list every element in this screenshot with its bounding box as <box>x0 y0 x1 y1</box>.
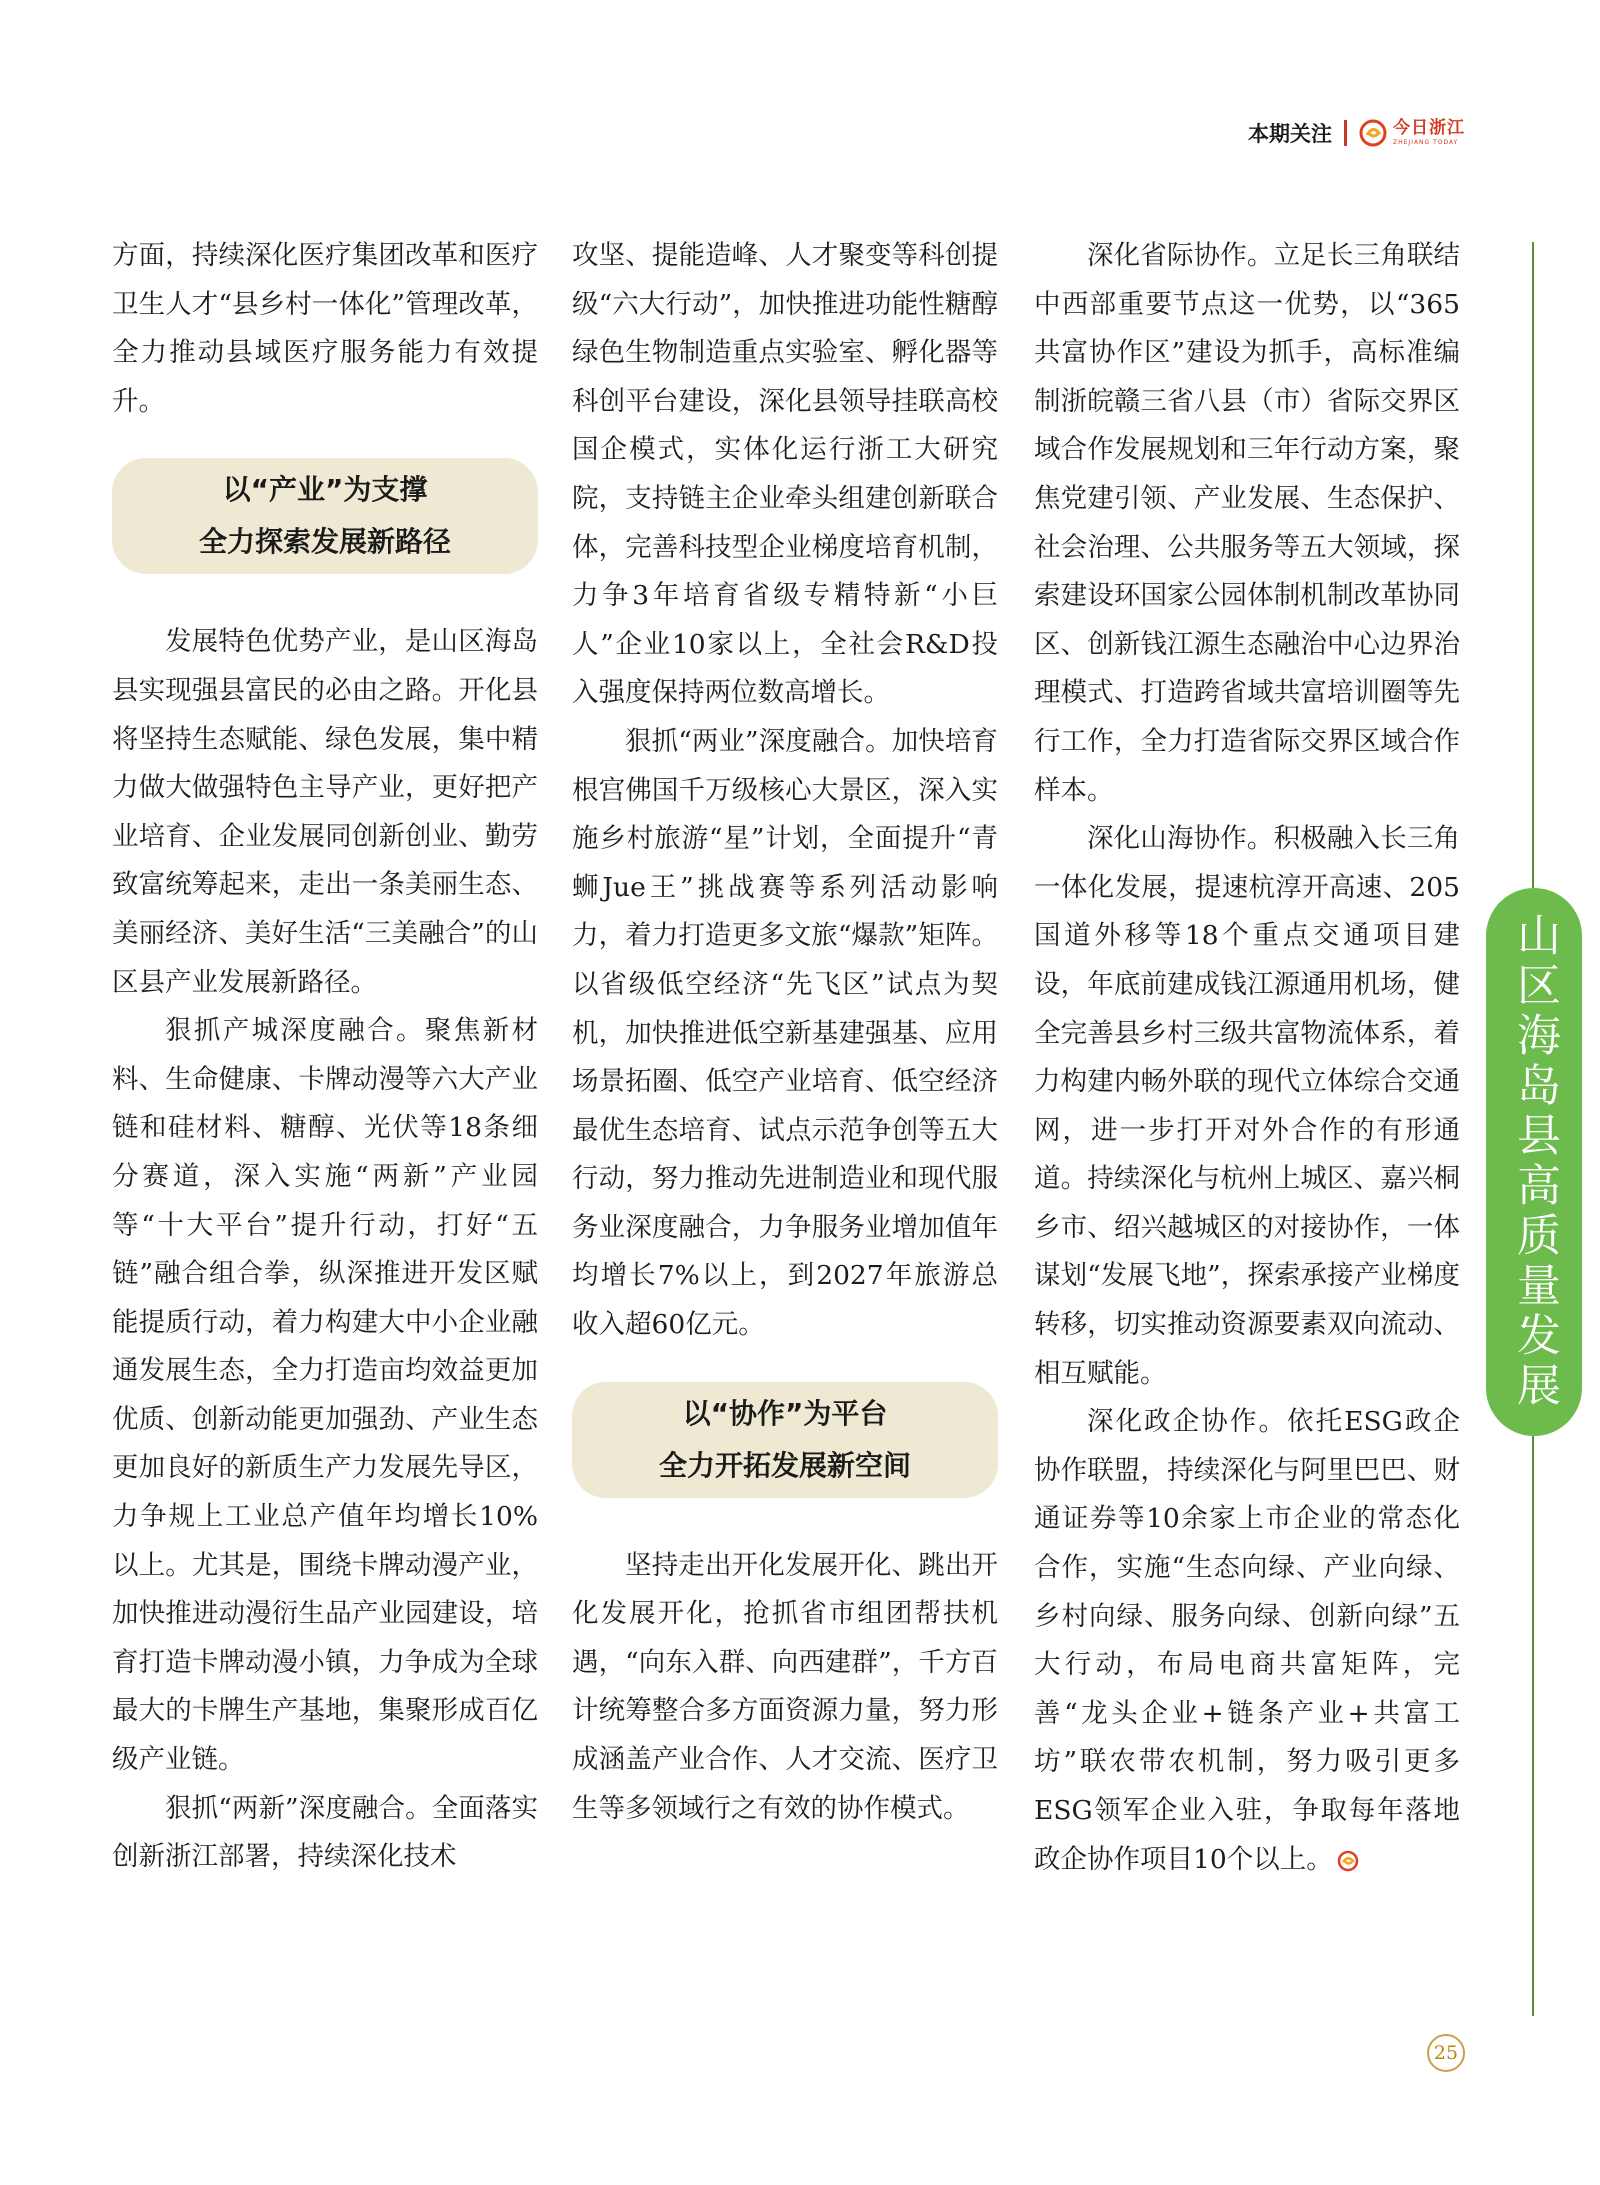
heading-line-1: 以“产业”为支撑 <box>222 473 428 507</box>
column-1 <box>112 232 538 1882</box>
paragraph: 发展特色优势产业，是山区海岛县实现强县富民的必由之路。开化县将坚持生态赋能、绿色发展，集中精力做大做强特色主导产业，更好把产业培育、企业发展同创新创业、勤劳致富统筹起来，走出一条美丽生态、美丽经济、美好生活“三美融合”的山区县产业发展新路径。 <box>112 626 538 998</box>
page-number: 25 <box>1427 2034 1465 2072</box>
column2-intro: 攻坚、提能造峰、人才聚变等科创提级“六大行动”，加快推进功能性糖醇绿色生物制造重点实验室、孵化器等科创平台建设，深化县领导挂联高校国企模式，实体化运行浙工大研究院，支持链主企业牵头组建创新联合体，完善科技型企业梯度培育机制，力争3年培育省级专精特新“小巨人”企业10家以上，全社会R&D投入强度保持两位数高增长。 <box>572 240 998 709</box>
paragraph <box>1034 1398 1460 1884</box>
section-heading-industry <box>112 458 538 574</box>
end-mark-icon <box>1337 1850 1359 1872</box>
paragraph: 狠抓“两业”深度融合。加快培育根宫佛国千万级核心大景区，深入实施乡村旅游“星”计划，全面提升“青蛳Jue王”挑战赛等系列活动影响力，着力打造更多文旅“爆款”矩阵。以省级低空经济“先飞区”试点为契机，加快推进低空新基建强基、应用场景拓圈、低空产业培育、低空经济最优生态培育、试点示范争创等五大行动，努力推动先进制造业和现代服务业深度融合，力争服务业增加值年均增长7%以上，到2027年旅游总收入超60亿元。 <box>572 725 998 1341</box>
section-label: 本期关注 <box>1248 122 1332 146</box>
page-header <box>1248 118 1465 148</box>
logo-chinese: 今日浙江 <box>1393 118 1465 138</box>
column1-intro: 方面，持续深化医疗集团改革和医疗卫生人才“县乡村一体化”管理改革，全力推动县域医疗服务能力有效提升。 <box>112 240 538 417</box>
magazine-logo <box>1359 119 1465 147</box>
logo-english: ZHEJIANG TODAY <box>1393 139 1459 146</box>
paragraph: 狠抓产城深度融合。聚焦新材料、生命健康、卡牌动漫等六大产业链和硅材料、糖醇、光伏等18条细分赛道，深入实施“两新”产业园等“十大平台”提升行动，打好“五链”融合组合拳，纵深推进开发区赋能提质行动，着力构建大中小企业融通发展生态，全力打造亩均效益更加优质、创新动能更加强劲、产业生态更加良好的新质生产力发展先导区，力争规上工业总产值年均增长10%以上。尤其是，围绕卡牌动漫产业，加快推进动漫衍生品产业园建设，培育打造卡牌动漫小镇，力争成为全球最大的卡牌生产基地，集聚形成百亿级产业链。 <box>112 1015 538 1776</box>
paragraph: 坚持走出开化发展开化、跳出开化发展开化，抢抓省市组团帮扶机遇，“向东入群、向西建群”，千方百计统筹整合多方面资源力量，努力形成涵盖产业合作、人才交流、医疗卫生等多领域行之有效的协作模式。 <box>572 1549 998 1824</box>
heading-line-1: 以“协作”为平台 <box>682 1396 888 1430</box>
paragraph: 狠抓“两新”深度融合。全面落实创新浙江部署，持续深化技术 <box>112 1792 538 1873</box>
heading-line-2: 全力探索发展新路径 <box>198 525 451 559</box>
section-heading-collaboration <box>572 1382 998 1498</box>
paragraph: 深化省际协作。立足长三角联结中西部重要节点这一优势，以“365共富协作区”建设为抓手，高标准编制浙皖赣三省八县（市）省际交界区域合作发展规划和三年行动方案，聚焦党建引领、产业发展、生态保护、社会治理、公共服务等五大领域，探索建设环国家公园体制机制改革协同区、创新钱江源生态融治中心边界治理模式、打造跨省域共富培训圈等先行工作，全力打造省际交界区域合作样本。 <box>1034 240 1460 806</box>
column-3 <box>1034 232 1460 1884</box>
paragraph: 深化山海协作。积极融入长三角一体化发展，提速杭淳开高速、205国道外移等18个重点交通项目建设，年底前建成钱江源通用机场，健全完善县乡村三级共富物流体系，着力构建内畅外联的现代立体综合交通网，进一步打开对外合作的有形通道。持续深化与杭州上城区、嘉兴桐乡市、绍兴越城区的对接协作，一体谋划“发展飞地”，探索承接产业梯度转移，切实推动资源要素双向流动、相互赋能。 <box>1034 823 1460 1389</box>
side-tab-label: 山区海岛县高质量发展 <box>1509 912 1560 1412</box>
paragraph-text: 深化政企协作。依托ESG政企协作联盟，持续深化与阿里巴巴、财通证券等10余家上市企业的常态化合作，实施“生态向绿、产业向绿、乡村向绿、服务向绿、创新向绿”五大行动，布局电商共富矩阵，完善“龙头企业+链条产业+共富工坊”联农带农机制，努力吸引更多ESG领军企业入驻，争取每年落地政企协作项目10个以上。 <box>1034 1406 1460 1875</box>
header-divider <box>1344 120 1347 146</box>
column-2 <box>572 232 998 1833</box>
logo-swirl-icon <box>1359 119 1387 147</box>
side-rule-bottom <box>1532 1436 1534 2016</box>
heading-line-2: 全力开拓发展新空间 <box>658 1448 911 1482</box>
side-tab <box>1486 888 1582 1436</box>
side-rule-top <box>1532 242 1534 888</box>
